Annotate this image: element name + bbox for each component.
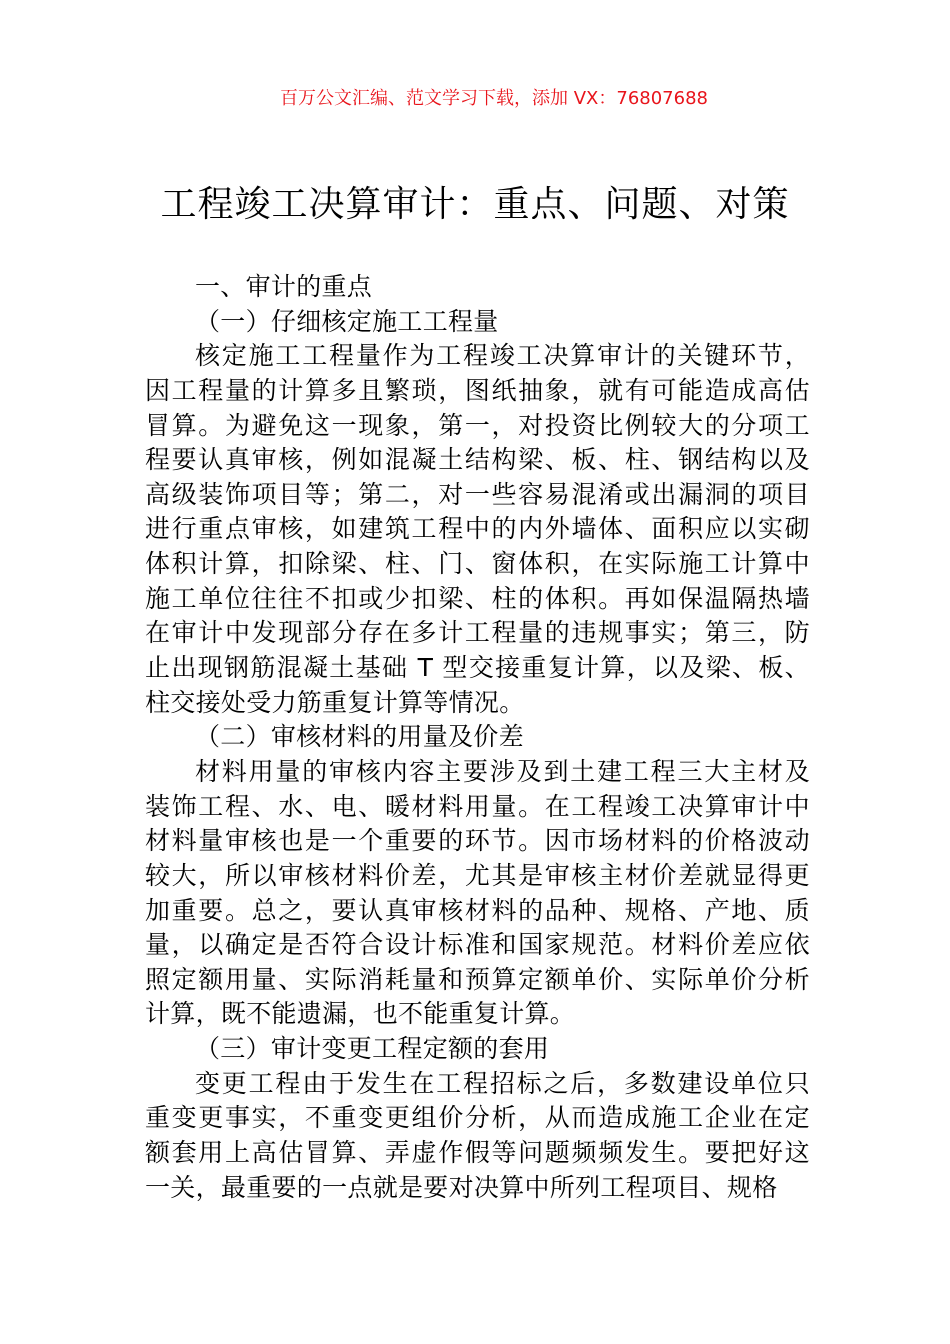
text-line: （一）仔细核定施工工程量 (195, 306, 499, 336)
text-line: 进行重点审核，如建筑工程中的内外墙体、面积应以实砌 (145, 514, 810, 544)
document-title: 工程竣工决算审计：重点、问题、对策 (160, 184, 790, 225)
section-heading (145, 305, 810, 340)
text-line: （三）审计变更工程定额的套用 (195, 1034, 550, 1064)
text-line: 装饰工程、水、电、暖材料用量。在工程竣工决算审计中 (145, 791, 810, 821)
text-line: 施工单位往往不扣或少扣梁、柱的体积。再如保温隔热墙 (145, 583, 810, 613)
text-line: 额套用上高估冒算、弄虚作假等问题频频发生。要把好这 (145, 1138, 810, 1168)
text-line: 因工程量的计算多且繁琐，图纸抽象，就有可能造成高估 (145, 375, 810, 405)
paragraph (145, 339, 810, 720)
text-line: 材料用量的审核内容主要涉及到土建工程三大主材及 (195, 756, 810, 786)
paragraph (145, 1067, 810, 1206)
text-line: 高级装饰项目等；第二，对一些容易混淆或出漏洞的项目 (145, 479, 810, 509)
text-line: 一、审计的重点 (195, 272, 373, 301)
text-line: 程要认真审核，例如混凝土结构梁、板、柱、钢结构以及 (145, 445, 810, 475)
text-line: （二）审核材料的用量及价差 (195, 722, 524, 752)
text-line: 加重要。总之，要认真审核材料的品种、规格、产地、质 (145, 895, 810, 925)
text-line: 在审计中发现部分存在多计工程量的违规事实；第三，防 (145, 618, 810, 648)
text-line: 柱交接处受力筋重复计算等情况。 (145, 687, 525, 717)
text-line: 照定额用量、实际消耗量和预算定额单价、实际单价分析 (145, 964, 810, 994)
paragraph (145, 755, 810, 1032)
text-line: 重变更事实，不重变更组价分析，从而造成施工企业在定 (145, 1103, 810, 1133)
text-line: 较大，所以审核材料价差，尤其是审核主材价差就显得更 (145, 860, 810, 890)
text-line: 冒算。为避免这一现象，第一，对投资比例较大的分项工 (145, 410, 810, 440)
text-line: 变更工程由于发生在工程招标之后，多数建设单位只 (195, 1068, 810, 1098)
text-line: 一关，最重要的一点就是要对决算中所列工程项目、规格 (145, 1172, 778, 1202)
text-line: 体积计算，扣除梁、柱、门、窗体积，在实际施工计算中 (145, 549, 810, 579)
text-line: 核定施工工程量作为工程竣工决算审计的关键环节， (195, 341, 810, 371)
text-line: 量，以确定是否符合设计标准和国家规范。材料价差应依 (145, 930, 810, 960)
document-body (145, 270, 810, 1205)
section-heading (145, 270, 810, 305)
text-line: 止出现钢筋混凝土基础 T 型交接重复计算，以及梁、板、 (145, 653, 810, 683)
section-heading (145, 720, 810, 755)
section-heading (145, 1032, 810, 1067)
text-line: 计算，既不能遗漏，也不能重复计算。 (145, 999, 576, 1029)
watermark-header: 百万公文汇编、范文学习下载，添加 VX：76807688 (280, 88, 708, 109)
text-line: 材料量审核也是一个重要的环节。因市场材料的价格波动 (145, 826, 810, 856)
